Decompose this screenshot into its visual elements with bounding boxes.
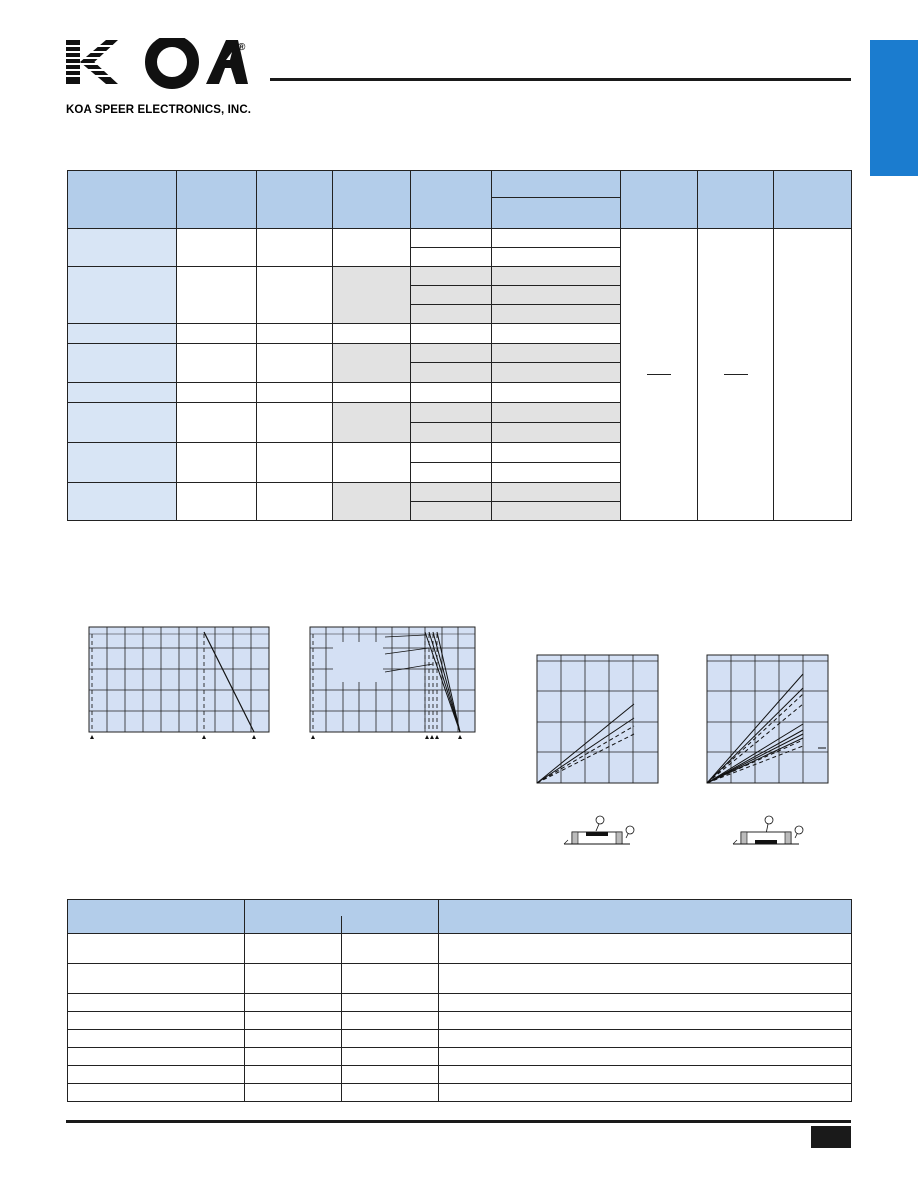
footer-rule <box>66 1120 851 1123</box>
table-cell <box>68 1084 245 1102</box>
table-cell <box>245 964 342 994</box>
table-cell <box>257 403 333 443</box>
row-label <box>68 483 177 521</box>
table-cell <box>177 267 257 324</box>
row-label <box>68 403 177 443</box>
table-cell <box>411 502 492 521</box>
table-cell <box>68 994 245 1012</box>
table-cell <box>333 229 411 267</box>
header-cell <box>68 171 177 229</box>
table-cell <box>257 344 333 383</box>
dash-mark <box>724 374 748 375</box>
header-cell <box>774 171 852 229</box>
temperature-rise-chart-1 <box>530 648 665 790</box>
table-cell <box>439 1030 852 1048</box>
table-cell <box>257 267 333 324</box>
table-cell <box>68 1066 245 1084</box>
table-cell <box>333 403 411 443</box>
header-cell <box>68 900 245 934</box>
table-cell <box>68 964 245 994</box>
derating-chart-1 <box>84 622 274 742</box>
header-cell <box>257 171 333 229</box>
row-label <box>68 267 177 324</box>
table-cell <box>342 1012 439 1030</box>
header-cell <box>439 900 852 934</box>
table-cell <box>177 403 257 443</box>
chart-axis-markers <box>90 735 256 739</box>
merged-cell <box>698 229 774 521</box>
table-cell <box>333 443 411 483</box>
table-cell <box>245 1012 342 1030</box>
table-cell <box>411 463 492 483</box>
chart-plot-area <box>707 655 828 783</box>
temperature-rise-chart-2 <box>700 648 835 790</box>
table-cell <box>342 1084 439 1102</box>
table-cell <box>245 1084 342 1102</box>
table-cell <box>492 363 621 383</box>
table-cell <box>257 483 333 521</box>
table-cell <box>68 1012 245 1030</box>
table-cell <box>342 1066 439 1084</box>
table-cell <box>439 1012 852 1030</box>
table-cell <box>342 934 439 964</box>
table-cell <box>411 229 492 248</box>
table-cell <box>68 1030 245 1048</box>
table-cell <box>492 286 621 305</box>
header-cell <box>698 171 774 229</box>
row-label <box>68 443 177 483</box>
header-cell <box>245 916 342 934</box>
table-cell <box>411 363 492 383</box>
chart-axis-markers <box>311 735 462 739</box>
table-cell <box>333 483 411 521</box>
table-cell <box>257 229 333 267</box>
header-rule <box>270 78 851 81</box>
table-cell <box>492 403 621 423</box>
chart-plot-area <box>537 655 658 783</box>
page-number-box <box>811 1126 851 1148</box>
table-cell <box>492 423 621 443</box>
table-cell <box>333 267 411 324</box>
table-cell <box>492 483 621 502</box>
header-cell <box>492 171 621 198</box>
header-cell <box>177 171 257 229</box>
table-cell <box>342 964 439 994</box>
table-cell <box>342 1048 439 1066</box>
table-cell <box>177 229 257 267</box>
table-cell <box>492 324 621 344</box>
table-cell <box>333 344 411 383</box>
resistor-mounting-diagram-icon <box>731 812 811 848</box>
header-cell <box>245 900 439 916</box>
row-label <box>68 229 177 267</box>
table-cell <box>177 383 257 403</box>
table-cell <box>342 1030 439 1048</box>
merged-cell <box>774 229 852 521</box>
table-cell <box>492 267 621 286</box>
table-cell <box>68 1048 245 1066</box>
table-cell <box>411 403 492 423</box>
table-cell <box>257 443 333 483</box>
table-cell <box>492 248 621 267</box>
table-cell <box>439 934 852 964</box>
ratings-table <box>67 170 852 521</box>
table-cell <box>411 443 492 463</box>
table-cell <box>411 383 492 403</box>
header-cell <box>621 171 698 229</box>
header-cell <box>411 171 492 229</box>
table-cell <box>411 324 492 344</box>
blue-side-tab-icon <box>870 40 918 176</box>
table-cell <box>177 483 257 521</box>
table-cell <box>411 267 492 286</box>
row-label <box>68 344 177 383</box>
table-cell <box>245 1066 342 1084</box>
table-cell <box>245 934 342 964</box>
chart-label-area <box>333 642 383 682</box>
table-cell <box>492 305 621 324</box>
table-cell <box>177 443 257 483</box>
header-cell <box>333 171 411 229</box>
header-cell <box>492 198 621 229</box>
table-cell <box>333 324 411 344</box>
table-cell <box>257 383 333 403</box>
table-cell <box>342 994 439 1012</box>
header-cell <box>342 916 439 934</box>
table-cell <box>492 383 621 403</box>
table-cell <box>411 286 492 305</box>
table-cell <box>245 1030 342 1048</box>
table-cell <box>439 1048 852 1066</box>
merged-cell <box>621 229 698 521</box>
brand-name: KOA SPEER ELECTRONICS, INC. <box>66 104 252 116</box>
table-cell <box>492 344 621 363</box>
table-cell <box>492 443 621 463</box>
table-cell <box>411 305 492 324</box>
table-cell <box>492 229 621 248</box>
table-cell <box>492 502 621 521</box>
table-cell <box>439 1066 852 1084</box>
table-cell <box>257 324 333 344</box>
table-cell <box>177 344 257 383</box>
row-label <box>68 383 177 403</box>
table-cell <box>492 463 621 483</box>
dash-mark <box>647 374 671 375</box>
table-cell <box>177 324 257 344</box>
table-cell <box>411 423 492 443</box>
svg-text:®: ® <box>238 42 246 53</box>
table-cell <box>411 483 492 502</box>
table-cell <box>439 1084 852 1102</box>
table-cell <box>245 994 342 1012</box>
row-label <box>68 324 177 344</box>
table-cell <box>439 994 852 1012</box>
table-cell <box>68 934 245 964</box>
table-cell <box>439 964 852 994</box>
derating-chart-2 <box>305 622 480 742</box>
table-cell <box>333 383 411 403</box>
resistor-mounting-diagram-icon <box>562 812 642 848</box>
table-cell <box>245 1048 342 1066</box>
performance-table <box>67 899 852 1102</box>
table-cell <box>411 248 492 267</box>
table-cell <box>411 344 492 363</box>
